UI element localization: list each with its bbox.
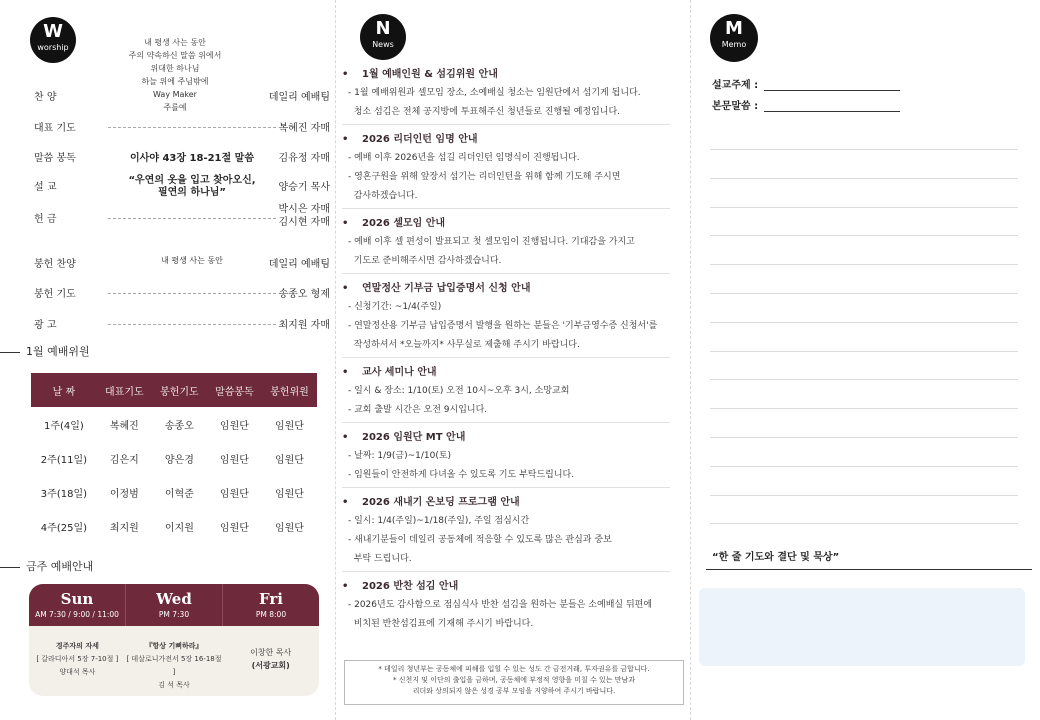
news-item [342, 487, 670, 571]
service-fri-detail [222, 626, 319, 696]
news-line: - 예배 이후 셀 편성이 발표되고 첫 셀모임이 진행됩니다. 기대감을 가지고 [348, 237, 635, 247]
worship-row-content: 내 평생 사는 동안 [161, 256, 223, 265]
news-title [342, 578, 670, 596]
memo-ruled-line [710, 293, 1018, 294]
bullet-icon: • [342, 134, 349, 145]
bullet-icon: • [342, 581, 349, 592]
schedule-header-cell: 봉헌위원 [262, 373, 317, 407]
memo-ruled-line [710, 495, 1018, 496]
schedule-heading-text: 1월 예배위원 [26, 345, 90, 358]
worship-row-label: 봉헌 찬양 [34, 259, 76, 270]
bullet-icon: • [342, 367, 349, 378]
worship-badge-label: worship [37, 43, 69, 52]
schedule-cell: 최지원 [109, 522, 139, 534]
worship-row-label: 헌 금 [34, 214, 57, 225]
news-item [342, 124, 670, 208]
hymn-line: 위대한 하나님 [150, 64, 200, 73]
worship-row-label: 설 교 [34, 182, 57, 193]
preacher: 양대석 목사 [59, 668, 96, 676]
news-line: 작성하셔서 *오늘까지* 사무실로 제출해 주시기 바랍니다. [348, 340, 580, 350]
news-title-text: 2026 반찬 섬김 안내 [362, 581, 459, 592]
schedule-cell: 임원단 [274, 420, 304, 432]
schedule-cell: 이지원 [164, 522, 194, 534]
worship-row-person: 양승기 목사 [278, 182, 330, 193]
news-title-text: 2026 새내기 온보딩 프로그램 안내 [362, 497, 520, 508]
worship-row-label: 찬 양 [34, 92, 57, 103]
memo-ruled-line [710, 207, 1018, 208]
sermon-scripture: [ 갈라디아서 5장 7-10절 ] [36, 655, 119, 663]
memo-ruled-line [710, 408, 1018, 409]
sermon-topic-field [712, 76, 900, 91]
worship-row-content: 이사야 43장 18-21절 말씀 [130, 153, 254, 164]
news-badge-label: News [372, 40, 394, 49]
worship-row-label: 말씀 봉독 [34, 153, 76, 164]
schedule-row [31, 407, 317, 441]
memo-badge [710, 14, 758, 62]
memo-ruled-line [710, 466, 1018, 467]
bullet-icon: • [342, 218, 349, 229]
news-line: - 일시 & 장소: 1/10(토) 오전 10시~오후 3시, 소망교회 [348, 386, 570, 396]
worship-row-person: 복혜진 자매 [278, 123, 330, 134]
worship-row-person: 데일리 예배팀 [268, 259, 330, 270]
news-title-text: 연말정산 기부금 납입증명서 신청 안내 [362, 283, 531, 294]
news-title-text: 1월 예배인원 & 섬김위원 안내 [362, 69, 498, 80]
memo-ruled-line [710, 235, 1018, 236]
schedule-header-cell: 대표기도 [97, 373, 152, 407]
bullet-icon: • [342, 497, 349, 508]
notice-line: 리더와 상의되지 않은 성경 공부 모임을 지양하여 주시기 바랍니다. [412, 687, 616, 695]
memo-badge-label: Memo [721, 40, 747, 49]
schedule-cell: 1주(4일) [43, 420, 84, 432]
preacher-church: (서광교회) [251, 661, 290, 670]
news-title-text: 교사 세미나 안내 [362, 367, 437, 378]
schedule-cell: 임원단 [274, 454, 304, 466]
hymn-line: 내 평생 사는 동안 [144, 38, 206, 47]
schedule-header-cell: 봉헌기도 [152, 373, 207, 407]
schedule-cell: 임원단 [219, 454, 249, 466]
service-sun-detail [29, 626, 126, 696]
dotted-divider [108, 324, 276, 325]
prayer-underline [706, 569, 1032, 570]
worship-row-label: 대표 기도 [34, 123, 76, 134]
scripture-field [712, 97, 900, 112]
news-item [342, 208, 670, 273]
sermon-title: 『항상 기뻐하라』 [145, 642, 203, 650]
services-heading-text: 금주 예배안내 [26, 560, 94, 573]
prayer-note-box[interactable] [699, 588, 1025, 666]
preacher: 이창한 목사 [250, 648, 292, 657]
service-fri [223, 584, 319, 626]
memo-ruled-line [710, 264, 1018, 265]
bullet-icon: • [342, 69, 349, 80]
news-title [342, 280, 670, 298]
service-time: PM 8:00 [255, 610, 287, 619]
dotted-divider [108, 293, 276, 294]
news-title [342, 494, 670, 512]
news-item [342, 422, 670, 487]
schedule-header-row [31, 373, 317, 407]
worship-row-label: 광 고 [34, 320, 57, 331]
worship-row-person: 데일리 예배팀 [268, 92, 330, 103]
news-line: - 영혼구원을 위해 앞장서 섬기는 리더인턴을 위해 함께 기도해 주시면 [348, 172, 621, 182]
news-list [342, 66, 670, 636]
memo-ruled-line [710, 523, 1018, 524]
notice-line: * 신천지 및 이단의 출입을 금하며, 공동체에 부정적 영향을 미칠 수 있는 만남과 [392, 676, 636, 684]
schedule-cell: 임원단 [274, 488, 304, 500]
service-card [29, 584, 319, 696]
service-day: Wed [156, 590, 192, 608]
news-badge-letter: N [375, 18, 391, 39]
schedule-cell: 임원단 [219, 488, 249, 500]
schedule-cell: 이정범 [109, 488, 139, 500]
sermon-topic-input[interactable] [764, 81, 900, 91]
preacher: 김 석 목사 [158, 681, 190, 689]
news-item [342, 66, 670, 124]
worship-row [34, 119, 330, 137]
worship-row [34, 204, 330, 228]
memo-ruled-line [710, 322, 1018, 323]
service-wed [126, 584, 223, 626]
worship-row-person: 박시은 자매 김시현 자매 [278, 204, 330, 228]
news-title-text: 2026 셀모임 안내 [362, 218, 446, 229]
news-line: - 일시: 1/4(주일)~1/18(주일), 주일 점심시간 [348, 516, 530, 526]
worship-badge [30, 17, 76, 63]
news-line: - 새내기분들이 데일리 공동체에 적응할 수 있도록 많은 관심과 중보 [348, 535, 612, 545]
sermon-topic-label: 설교주제 : [712, 80, 759, 91]
schedule-row [31, 509, 317, 543]
hymn-line: 하늘 위에 주님밖에 [141, 77, 209, 86]
news-title [342, 66, 670, 84]
memo-ruled-line [710, 379, 1018, 380]
worship-badge-letter: W [43, 21, 63, 42]
prayer-heading: “한 줄 기도와 결단 및 묵상” [712, 552, 840, 563]
worship-row [34, 255, 330, 273]
memo-ruled-line [710, 437, 1018, 438]
news-line: - 신청기간: ~1/4(주일) [348, 302, 442, 312]
schedule-header-cell: 날 짜 [31, 373, 97, 407]
worship-row-person: 송종오 형제 [278, 289, 330, 300]
news-line: - 1월 예배위원과 셀모임 장소, 소예배실 청소는 임원단에서 섬기게 됩니다. [348, 88, 641, 98]
hymn-line: Way Maker [153, 90, 197, 99]
worship-row [34, 285, 330, 303]
news-line: - 날짜: 1/9(금)~1/10(토) [348, 451, 452, 461]
service-time: AM 7:30 / 9:00 / 11:00 [35, 610, 119, 619]
dotted-divider [108, 218, 276, 219]
schedule-row [31, 441, 317, 475]
service-sun [29, 584, 126, 626]
news-line: - 2026년도 감사함으로 점심식사 반찬 섬김을 원하는 분들은 소예배실 뒤편에 [348, 600, 653, 610]
worship-row-label: 봉헌 기도 [34, 289, 76, 300]
dotted-divider [108, 127, 276, 128]
worship-row-person: 김유정 자매 [278, 153, 330, 164]
hymn-line: 주의 약속하신 말씀 위에서 [128, 51, 222, 60]
news-item [342, 357, 670, 422]
news-item [342, 273, 670, 357]
column-divider-1 [335, 0, 336, 720]
schedule-table [31, 373, 317, 543]
schedule-cell: 3주(18일) [40, 488, 88, 500]
schedule-cell: 김은지 [109, 454, 139, 466]
bullet-icon: • [342, 432, 349, 443]
news-line: 부탁 드립니다. [348, 554, 412, 564]
scripture-input[interactable] [764, 102, 900, 112]
scripture-label: 본문말씀 : [712, 101, 759, 112]
service-day: Sun [60, 590, 94, 608]
schedule-cell: 임원단 [274, 522, 304, 534]
service-time: PM 7:30 [158, 610, 190, 619]
schedule-cell: 임원단 [219, 522, 249, 534]
news-line: - 임원들이 안전하게 다녀올 수 있도록 기도 부탁드립니다. [348, 470, 575, 480]
news-line: - 예배 이후 2026년을 섬길 리더인턴 임명식이 진행됩니다. [348, 153, 580, 163]
schedule-row [31, 475, 317, 509]
schedule-cell: 이혁준 [164, 488, 194, 500]
schedule-heading [0, 343, 90, 359]
news-line: 감사하겠습니다. [348, 191, 418, 201]
memo-ruled-line [710, 351, 1018, 352]
news-line: 기도로 준비해주시면 감사하겠습니다. [348, 256, 502, 266]
news-title [342, 215, 670, 233]
news-line: - 교회 출발 시간은 오전 9시입니다. [348, 405, 488, 415]
news-item [342, 571, 670, 636]
worship-row-content: “우연의 옷을 입고 찾아오신, 필연의 하나님” [128, 175, 256, 198]
worship-row-person: 최지원 자매 [278, 320, 330, 331]
schedule-cell: 임원단 [219, 420, 249, 432]
news-title-text: 2026 리더인턴 임명 안내 [362, 134, 478, 145]
worship-row [34, 149, 330, 167]
schedule-cell: 2주(11일) [40, 454, 88, 466]
news-badge [360, 14, 406, 60]
news-title [342, 429, 670, 447]
worship-row [34, 316, 330, 334]
services-heading [0, 558, 93, 574]
news-line: 청소 섬김은 전체 공지방에 투표해주신 청년들로 진행될 예정입니다. [348, 107, 621, 117]
notice-line: * 데일리 청년부는 공동체에 피해를 입힐 수 있는 성도 간 금전거래, 투자권유를 금합니다. [378, 665, 650, 673]
notice-box [344, 660, 684, 705]
memo-ruled-line [710, 178, 1018, 179]
memo-badge-letter: M [725, 18, 743, 39]
schedule-header-cell: 말씀봉독 [207, 373, 262, 407]
bullet-icon: • [342, 283, 349, 294]
service-day: Fri [259, 590, 283, 608]
worship-row [34, 88, 330, 106]
hymn-line: 주를예 [163, 103, 187, 112]
memo-ruled-line [710, 149, 1018, 150]
news-title [342, 364, 670, 382]
schedule-cell: 양은경 [164, 454, 194, 466]
schedule-cell: 복혜진 [109, 420, 139, 432]
service-wed-detail [126, 626, 223, 696]
schedule-cell: 4주(25일) [40, 522, 88, 534]
news-title [342, 131, 670, 149]
sermon-title: 경주자의 자세 [55, 642, 99, 650]
sermon-scripture: [ 데살로니가전서 5장 16-18절 ] [126, 655, 222, 676]
news-line: - 연말정산용 기부금 납입증명서 발행을 원하는 분들은 '기부금영수증 신청서'를 [348, 321, 658, 331]
schedule-cell: 송종오 [164, 420, 194, 432]
column-divider-2 [690, 0, 691, 720]
news-line: 비치된 반찬섬김표에 기재해 주시기 바랍니다. [348, 619, 534, 629]
news-title-text: 2026 임원단 MT 안내 [362, 432, 466, 443]
worship-row [34, 175, 330, 198]
